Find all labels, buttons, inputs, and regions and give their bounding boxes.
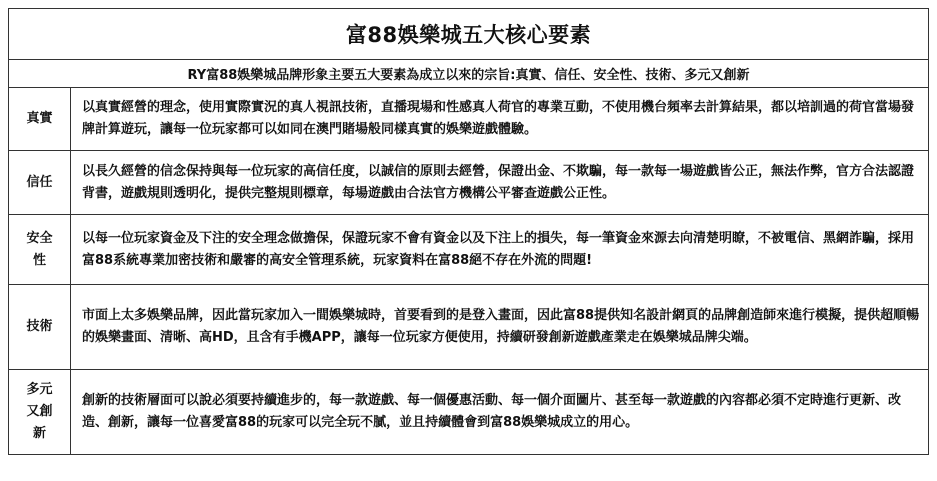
subtitle-row <box>9 60 929 88</box>
table-row <box>9 370 929 455</box>
row-label-cell <box>9 215 71 285</box>
row-label-cell <box>9 370 71 455</box>
row-label: 多元又創新 <box>26 382 53 441</box>
row-description: 以每一位玩家資金及下注的安全理念做擔保，保證玩家不會有資金以及下注上的損失，每一筆資金來源去向清楚明瞭，不被電信、黑網詐騙，採用富88系統專業加密技術和嚴審的高安全管理系統，玩家資料在富88絕不存在外流的問題! <box>71 215 929 285</box>
row-label-cell <box>9 151 71 215</box>
table-row <box>9 285 929 370</box>
table-row <box>9 88 929 151</box>
row-label-cell <box>9 88 71 151</box>
row-label: 技術 <box>26 319 53 334</box>
row-label: 信任 <box>26 174 53 190</box>
core-elements-table-wrapper <box>8 8 928 455</box>
page-title: 富88娛樂城五大核心要素 <box>9 9 929 60</box>
row-label: 真實 <box>26 111 53 126</box>
row-label: 安全性 <box>26 230 53 268</box>
page-subtitle: RY富88娛樂城品牌形象主要五大要素為成立以來的宗旨:真實、信任、安全性、技術、多元又創新 <box>9 60 929 88</box>
row-label-cell <box>9 285 71 370</box>
row-description: 以長久經營的信念保持與每一位玩家的高信任度，以誠信的原則去經營，保證出金、不欺騙，每一款每一場遊戲皆公正，無法作弊，官方合法認證背書，遊戲規則透明化，提供完整規則標章，每場遊戲由合法官方機構公平審查遊戲公正性。 <box>71 151 929 215</box>
row-description: 以真實經營的理念，使用實際實況的真人視訊技術，直播現場和性感真人荷官的專業互動，不使用機台頻率去計算結果，都以培訓過的荷官當場發牌計算遊玩，讓每一位玩家都可以如同在澳門賭場般同樣真實的娛樂遊戲體驗。 <box>71 88 929 151</box>
table-row <box>9 151 929 215</box>
table-row <box>9 215 929 285</box>
row-description: 創新的技術層面可以說必須要持續進步的，每一款遊戲、每一個優惠活動、每一個介面圖片、甚至每一款遊戲的內容都必須不定時進行更新、改造、創新，讓每一位喜愛富88的玩家可以完全玩不膩，並且持續體會到富88娛樂城成立的用心。 <box>71 370 929 455</box>
title-row <box>9 9 929 60</box>
row-description: 市面上太多娛樂品牌，因此當玩家加入一間娛樂城時，首要看到的是登入畫面，因此富88提供知名設計網頁的品牌創造師來進行模擬，提供超順暢的娛樂畫面、清晰、高HD，且含有手機APP，讓每一位玩家方便使用，持續研發創新遊戲產業走在娛樂城品牌尖端。 <box>71 285 929 370</box>
core-elements-table <box>8 8 929 455</box>
